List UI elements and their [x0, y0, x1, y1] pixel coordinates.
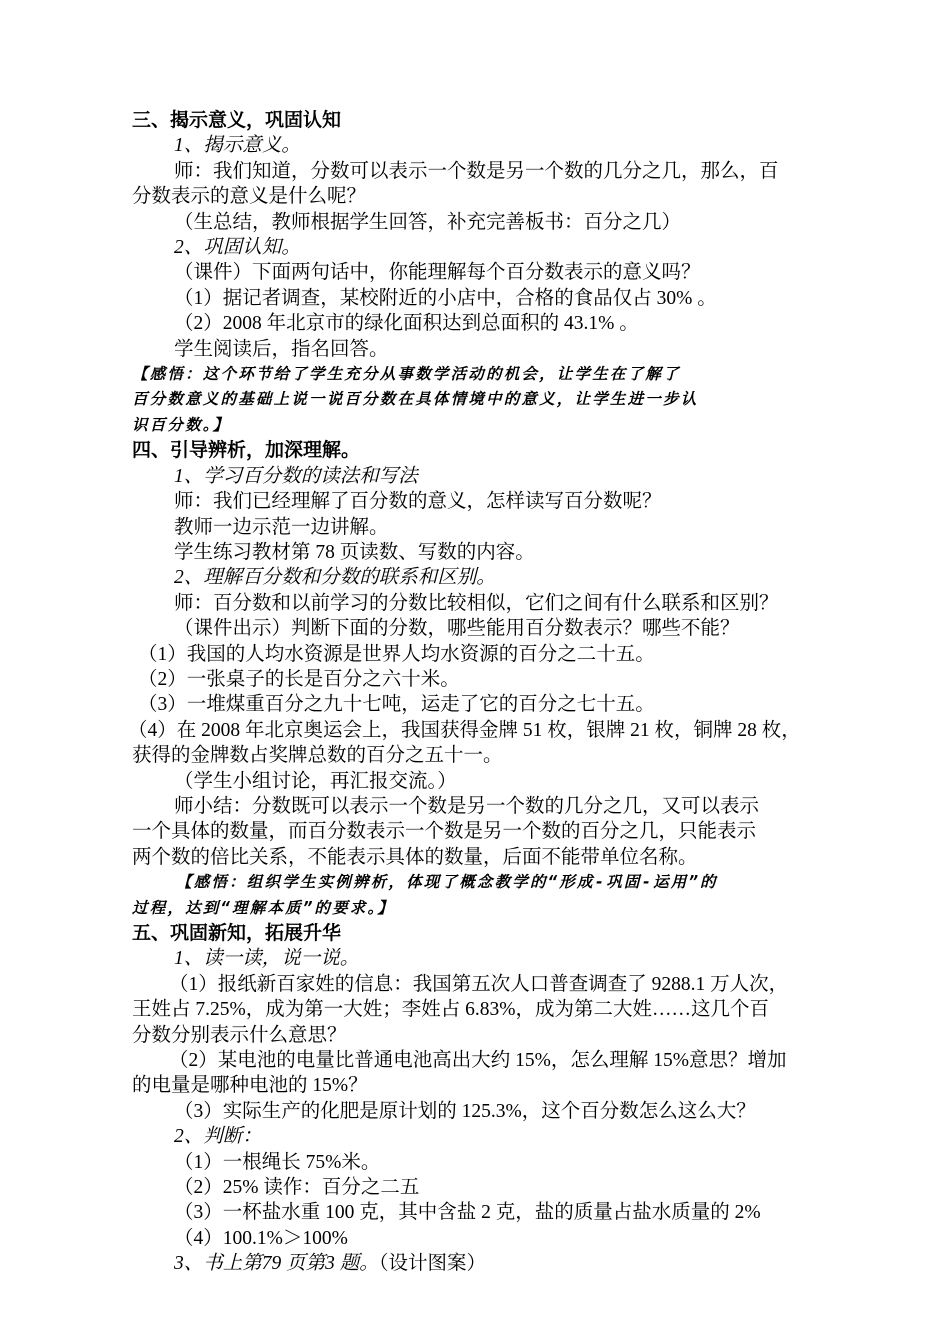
list-item: （2）25% 读作：百分之二五	[174, 1177, 420, 1199]
question: 王姓占 7.25%，成为第一大姓；李姓占 6.83%，成为第二大姓……这几个百	[132, 999, 769, 1021]
paragraph: 师：百分数和以前学习的分数比较相似，它们之间有什么联系和区别？	[174, 592, 779, 614]
list-item: （2）一张桌子的长是百分之六十米。	[138, 668, 460, 690]
question: （3）实际生产的化肥是原计划的 125.3%，这个百分数怎么这么大？	[174, 1100, 756, 1122]
subheading: 1、学习百分数的读法和写法	[174, 465, 418, 487]
subheading: 1、揭示意义。	[174, 135, 301, 157]
paragraph: （生总结，教师根据学生回答，补充完善板书：百分之几）	[174, 211, 682, 233]
paragraph: 一个具体的数量，而百分数表示一个数是另一个数的百分之几，只能表示	[132, 821, 757, 843]
list-item: （2）2008 年北京市的绿化面积达到总面积的 43.1% 。	[174, 313, 639, 335]
list-item: （4）100.1%＞100%	[174, 1227, 348, 1249]
document-page	[128, 108, 850, 1277]
paragraph: 教师一边示范一边讲解。	[174, 516, 389, 538]
list-item: （3）一杯盐水重 100 克，其中含盐 2 克，盐的质量占盐水质量的 2%	[174, 1202, 761, 1224]
subheading	[132, 1251, 850, 1276]
reflection-note: 【感悟：组织学生实例辨析，体现了概念教学的“形成-巩固-运用”的	[176, 873, 718, 892]
subheading: 2、判断：	[174, 1126, 262, 1148]
subheading-note: （设计图案）	[378, 1253, 487, 1275]
question: （2）某电池的电量比普通电池高出大约 15%，怎么理解 15%意思？增加	[169, 1050, 787, 1072]
subheading: 1、读一读，说一说。	[174, 948, 360, 970]
reflection-note: 【感悟：这个环节给了学生充分从事数学活动的机会，让学生在了解了	[132, 365, 681, 384]
reflection-note: 过程，达到“理解本质”的要求。】	[132, 898, 396, 917]
subheading: 2、理解百分数和分数的联系和区别。	[174, 567, 496, 589]
paragraph: 分数表示的意义是什么呢？	[132, 186, 367, 208]
reflection-note: 百分数意义的基础上说一说百分数在具体情境中的意义，让学生进一步认	[132, 390, 699, 409]
list-item: （4）在 2008 年北京奥运会上，我国获得金牌 51 枚，银牌 21 枚，铜牌 28 枚，	[128, 719, 801, 741]
section-heading: 四、引导辨析，加深理解。	[132, 439, 361, 462]
paragraph: 两个数的倍比关系，不能表示具体的数量，后面不能带单位名称。	[132, 846, 698, 868]
list-item: （1）一根绳长 75%米。	[174, 1151, 381, 1173]
question: 的电量是哪种电池的 15%？	[132, 1075, 368, 1097]
paragraph: 学生练习教材第 78 页读数、写数的内容。	[174, 541, 535, 563]
reflection-note: 识百分数。】	[132, 415, 231, 434]
paragraph: （课件）下面两句话中，你能理解每个百分数表示的意义吗？	[174, 262, 701, 284]
section-heading: 三、揭示意义，巩固认知	[132, 109, 342, 131]
paragraph: 学生阅读后，指名回答。	[174, 338, 389, 360]
paragraph: （课件出示）判断下面的分数，哪些能用百分数表示？哪些不能？	[174, 618, 740, 640]
list-item: （1）我国的人均水资源是世界人均水资源的百分之二十五。	[138, 643, 655, 665]
question: 分数分别表示什么意思？	[132, 1024, 347, 1046]
question: （1）报纸新百家姓的信息：我国第五次人口普查调查了 9288.1 万人次，	[169, 973, 789, 995]
paragraph: 师：我们知道，分数可以表示一个数是另一个数的几分之几，那么，百	[174, 160, 779, 182]
paragraph: 师：我们已经理解了百分数的意义，怎样读写百分数呢？	[174, 491, 662, 513]
list-item: （3）一堆煤重百分之九十七吨，运走了它的百分之七十五。	[138, 694, 655, 716]
subheading: 2、巩固认知。	[174, 237, 301, 259]
list-item: （1）据记者调查，某校附近的小店中，合格的食品仅占 30% 。	[174, 287, 717, 309]
list-item: 获得的金牌数占奖牌总数的百分之五十一。	[132, 745, 503, 767]
paragraph: 师小结：分数既可以表示一个数是另一个数的几分之几，又可以表示	[174, 795, 760, 817]
section-heading: 五、巩固新知，拓展升华	[132, 922, 342, 944]
paragraph: （学生小组讨论，再汇报交流。）	[174, 770, 457, 792]
subheading-text: 3、书上第79 页第3 题。	[174, 1253, 379, 1275]
